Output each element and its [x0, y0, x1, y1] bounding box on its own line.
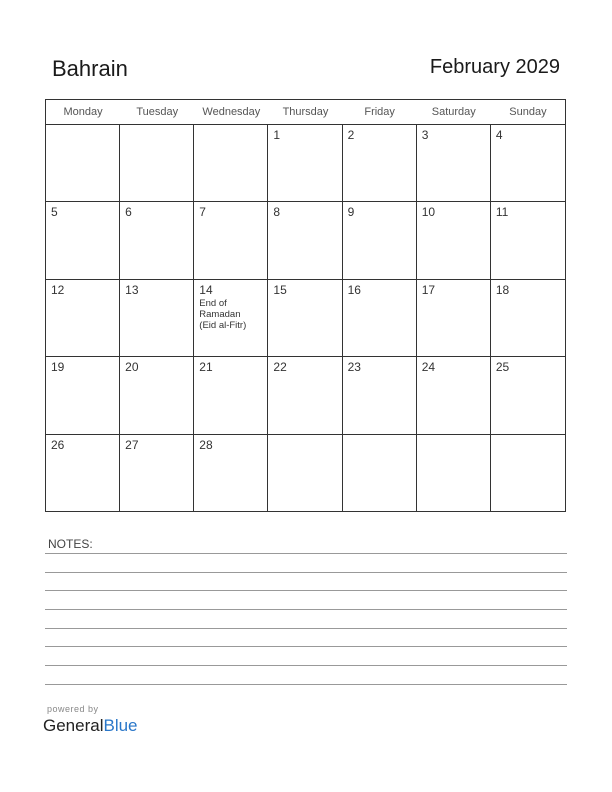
day-cell[interactable]	[417, 202, 491, 279]
weekday-saturday: Saturday	[431, 106, 476, 118]
day-number: 14	[199, 282, 213, 297]
day-cell[interactable]	[120, 202, 194, 279]
note-line[interactable]	[45, 628, 567, 629]
day-number: 8	[273, 205, 281, 220]
day-cell[interactable]	[343, 357, 417, 434]
day-number: 18	[495, 282, 510, 297]
month-title: February 2029	[429, 56, 560, 78]
day-number: 10	[421, 205, 436, 220]
calendar-grid	[45, 99, 566, 512]
day-cell[interactable]	[46, 202, 120, 279]
day-number: 3	[421, 128, 429, 142]
note-line[interactable]	[45, 609, 567, 610]
day-cell[interactable]	[46, 357, 120, 434]
note-line[interactable]	[45, 646, 567, 647]
day-number: 16	[347, 282, 361, 297]
day-number: 7	[199, 205, 206, 220]
day-cell[interactable]	[491, 125, 565, 202]
day-number: 22	[273, 360, 287, 375]
day-number: 9	[347, 205, 355, 220]
day-cell[interactable]	[120, 357, 194, 434]
note-line[interactable]	[45, 572, 567, 573]
day-number: 28	[199, 437, 213, 452]
day-cell[interactable]	[120, 435, 194, 512]
day-number: 12	[51, 282, 65, 297]
note-line[interactable]	[45, 553, 567, 554]
day-cell[interactable]	[194, 280, 268, 357]
day-cell[interactable]	[417, 357, 491, 434]
day-number: 23	[347, 360, 361, 375]
brand-general: General	[43, 716, 104, 735]
day-number: 17	[421, 282, 436, 297]
day-number: 6	[125, 205, 132, 220]
day-number: 1	[273, 128, 281, 142]
day-cell[interactable]	[194, 357, 268, 434]
day-cell[interactable]	[343, 280, 417, 357]
empty-day-cell[interactable]	[120, 125, 194, 202]
day-cell[interactable]	[268, 202, 342, 279]
day-cell[interactable]	[417, 125, 491, 202]
note-line[interactable]	[45, 684, 567, 685]
day-number: 20	[125, 360, 139, 375]
day-cell[interactable]	[46, 280, 120, 357]
day-number: 5	[51, 205, 58, 220]
day-cell[interactable]	[491, 202, 565, 279]
empty-day-cell[interactable]	[417, 435, 491, 512]
day-cell[interactable]	[120, 280, 194, 357]
weekday-monday: Monday	[63, 106, 103, 118]
day-cell[interactable]	[194, 435, 268, 512]
day-cell[interactable]	[268, 125, 342, 202]
day-cell[interactable]	[194, 202, 268, 279]
notes-label: NOTES:	[48, 537, 93, 551]
day-cell[interactable]	[343, 202, 417, 279]
powered-by-text: powered by	[47, 704, 99, 714]
day-number: 19	[51, 360, 65, 375]
day-number: 26	[51, 437, 65, 452]
generalblue-logo[interactable]	[43, 716, 138, 736]
brand-blue: Blue	[103, 716, 138, 735]
day-number: 24	[421, 360, 436, 375]
day-number: 13	[125, 282, 139, 297]
country-title: Bahrain	[52, 56, 128, 81]
day-cell[interactable]	[491, 280, 565, 357]
day-number: 2	[347, 128, 355, 142]
weekday-friday: Friday	[364, 106, 395, 118]
holiday-label: End of Ramadan (Eid al-Fitr)	[199, 297, 247, 331]
empty-day-cell[interactable]	[343, 435, 417, 512]
day-number: 27	[125, 437, 139, 452]
day-number: 25	[495, 360, 510, 375]
day-cell[interactable]	[491, 357, 565, 434]
day-number: 11	[495, 205, 509, 220]
day-cell[interactable]	[417, 280, 491, 357]
day-cell[interactable]	[343, 125, 417, 202]
weekday-tuesday: Tuesday	[136, 106, 179, 118]
weekday-header	[46, 100, 565, 125]
day-cell[interactable]	[46, 435, 120, 512]
empty-day-cell[interactable]	[268, 435, 342, 512]
calendar-body	[46, 125, 565, 512]
note-line[interactable]	[45, 665, 567, 666]
note-line[interactable]	[45, 590, 567, 591]
weekday-sunday: Sunday	[509, 106, 547, 118]
empty-day-cell[interactable]	[194, 125, 268, 202]
weekday-thursday: Thursday	[282, 106, 329, 118]
day-number: 15	[273, 282, 287, 297]
day-number: 21	[199, 360, 213, 375]
empty-day-cell[interactable]	[491, 435, 565, 512]
weekday-wednesday: Wednesday	[202, 106, 261, 118]
day-cell[interactable]	[268, 357, 342, 434]
day-cell[interactable]	[268, 280, 342, 357]
empty-day-cell[interactable]	[46, 125, 120, 202]
day-number: 4	[495, 128, 503, 142]
